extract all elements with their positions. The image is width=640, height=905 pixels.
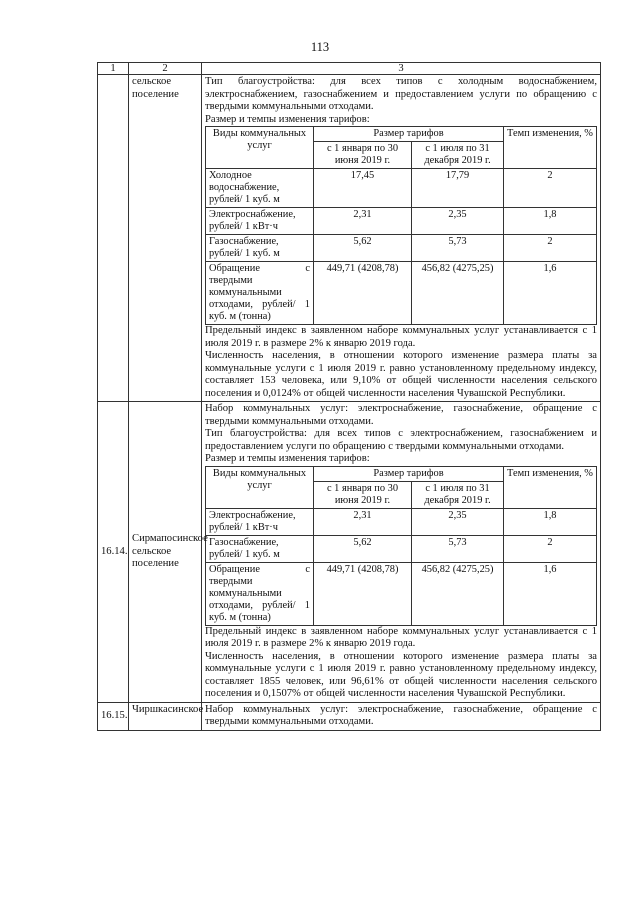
tariff-period1: 5,62: [314, 235, 412, 262]
tariff-row: [206, 169, 597, 208]
service-name: Холодное водоснабжение, рублей/ 1 куб. м: [206, 169, 314, 208]
tariff-period2: 5,73: [412, 535, 504, 562]
row-number: 16.14.: [98, 402, 129, 703]
row-16-14: [98, 402, 601, 703]
header-col-3: 3: [202, 63, 601, 75]
service-name: Газоснабжение, рублей/ 1 куб. м: [206, 535, 314, 562]
tariff-rate: 1,6: [504, 562, 597, 625]
tariff-period2: 17,79: [412, 169, 504, 208]
row-continuation: [98, 75, 601, 402]
service-name: Обращение с твердыми коммунальными отходами, рублей/ 1 куб. м (тонна): [206, 262, 314, 325]
row-content: [202, 75, 601, 402]
tariff-period1: 2,31: [314, 208, 412, 235]
population-text: Численность населения, в отношении которого изменение размера платы за коммунальные услуги с 1 июля 2019 г. равно установленному предельному индексу, составляет 153 человека, или 9,10% от общей численности населения сельского поселения и 0,0124% от общей численности населения Чувашской Республики.: [205, 350, 597, 399]
locality-name: сельское поселение: [129, 75, 202, 402]
locality-name: Чиршкасинское: [129, 702, 202, 730]
improvement-type-text: Тип благоустройства: для всех типов с холодным водоснабжением, электроснабжением, газоснабжением и предоставлением услуги по обращению с твердыми коммунальными отходами.: [205, 76, 597, 112]
tariff-period2: 456,82 (4275,25): [412, 562, 504, 625]
service-name: Обращение с твердыми коммунальными отходами, рублей/ 1 куб. м (тонна): [206, 562, 314, 625]
tariff-period1: 449,71 (4208,78): [314, 262, 412, 325]
col-period2-header: с 1 июля по 31 декабря 2019 г.: [412, 481, 504, 508]
col-period1-header: с 1 января по 30 июня 2019 г.: [314, 142, 412, 169]
page-number: 113: [310, 40, 330, 54]
tariffs-title: Размер и темпы изменения тарифов:: [205, 453, 370, 464]
header-col-2: 2: [129, 63, 202, 75]
tariff-rate: 1,8: [504, 508, 597, 535]
row-number: [98, 75, 129, 402]
tariff-period1: 449,71 (4208,78): [314, 562, 412, 625]
row-16-15: [98, 702, 601, 730]
tariff-rate: 1,8: [504, 208, 597, 235]
tariff-rate: 1,6: [504, 262, 597, 325]
col-service-header: Виды коммунальных услуг: [206, 127, 314, 169]
tariff-rate: 2: [504, 535, 597, 562]
tariffs-title: Размер и темпы изменения тарифов:: [205, 113, 370, 125]
header-row: [98, 63, 601, 75]
tariff-row: [206, 235, 597, 262]
limit-index-text: Предельный индекс в заявленном наборе коммунальных услуг устанавливается с 1 июля 2019 г. в размере 2% к январю 2019 года.: [205, 625, 597, 649]
main-table: [97, 62, 601, 731]
col-size-header: Размер тарифов: [314, 466, 504, 481]
col-period2-header: с 1 июля по 31 декабря 2019 г.: [412, 142, 504, 169]
limit-index-text: Предельный индекс в заявленном наборе коммунальных услуг устанавливается с 1 июля 2019 г. в размере 2% к январю 2019 года.: [205, 325, 597, 349]
col-rate-header: Темп изменения, %: [504, 466, 597, 508]
service-name: Газоснабжение, рублей/ 1 куб. м: [206, 235, 314, 262]
col-rate-header: Темп изменения, %: [504, 127, 597, 169]
tariff-table: [205, 466, 597, 626]
tariff-period1: 17,45: [314, 169, 412, 208]
tariff-row: [206, 208, 597, 235]
service-name: Электроснабжение, рублей/ 1 кВт·ч: [206, 208, 314, 235]
row-number: 16.15.: [98, 702, 129, 730]
tariff-row: [206, 508, 597, 535]
tariff-header-row: [206, 127, 597, 142]
population-text: Численность населения, в отношении которого изменение размера платы за коммунальные услуги с 1 июля 2019 г. равно установленному предельному индексу, составляет 1855 человек, или 96,61% от общей численности населения сельского поселения и 0,1507% от общей численности населения Чувашской Республики.: [205, 650, 597, 699]
tariff-rate: 2: [504, 235, 597, 262]
row-content: [202, 702, 601, 730]
tariff-period2: 456,82 (4275,25): [412, 262, 504, 325]
locality-name: Сирмапосинское сельское поселение: [129, 402, 202, 703]
row-content: [202, 402, 601, 703]
header-col-1: 1: [98, 63, 129, 75]
tariff-header-row: [206, 466, 597, 481]
col-period1-header: с 1 января по 30 июня 2019 г.: [314, 481, 412, 508]
tariff-row: [206, 562, 597, 625]
tariff-table: [205, 126, 597, 325]
services-set-text: Набор коммунальных услуг: электроснабжение, газоснабжение, обращение с твердыми коммунальными отходами.: [205, 703, 597, 727]
tariff-period1: 5,62: [314, 535, 412, 562]
tariff-rate: 2: [504, 169, 597, 208]
service-name: Электроснабжение, рублей/ 1 кВт·ч: [206, 508, 314, 535]
tariff-period2: 2,35: [412, 508, 504, 535]
tariff-row: [206, 262, 597, 325]
tariff-period2: 2,35: [412, 208, 504, 235]
col-service-header: Виды коммунальных услуг: [206, 466, 314, 508]
services-set-text: Набор коммунальных услуг: электроснабжение, газоснабжение, обращение с твердыми коммунальными отходами.: [205, 403, 597, 427]
tariff-row: [206, 535, 597, 562]
tariff-period2: 5,73: [412, 235, 504, 262]
improvement-type-text: Тип благоустройства: для всех типов с электроснабжением, газоснабжением и предоставлением услуги по обращению с твердыми коммунальными отходами.: [205, 428, 597, 452]
col-size-header: Размер тарифов: [314, 127, 504, 142]
tariff-period1: 2,31: [314, 508, 412, 535]
